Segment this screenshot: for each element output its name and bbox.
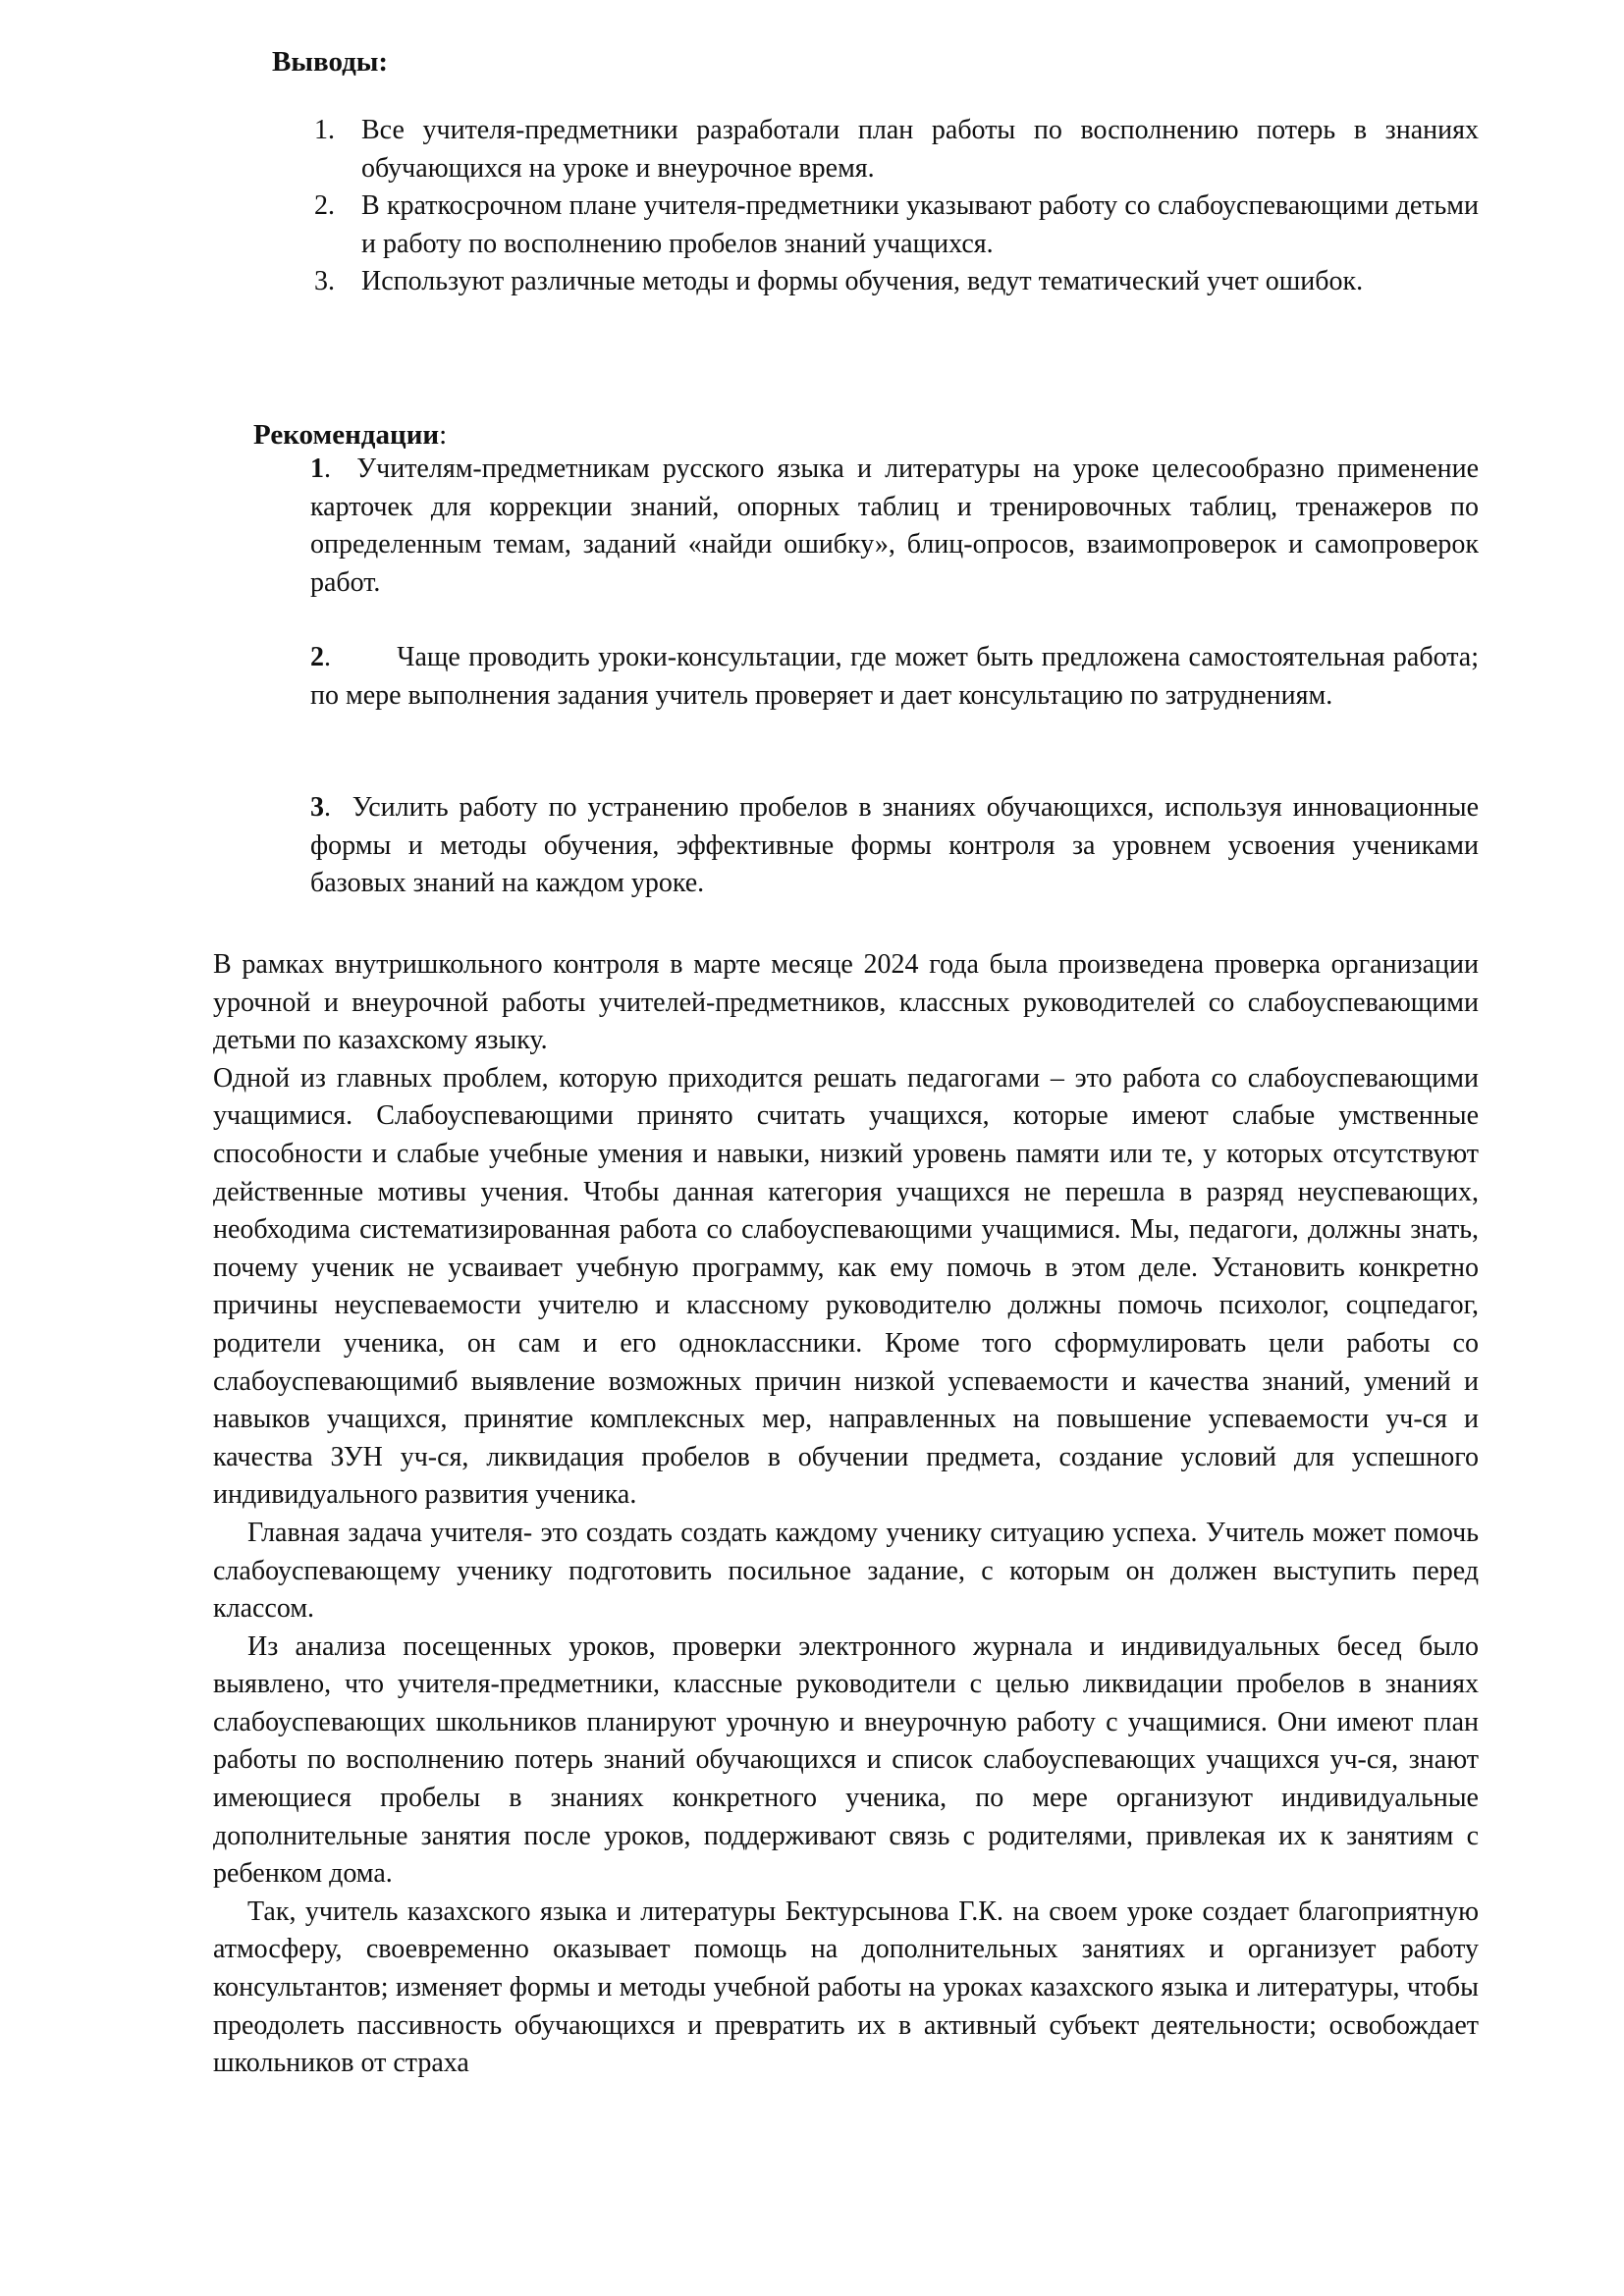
list-item-number: 3. <box>314 266 335 297</box>
paragraph: Из анализа посещенных уроков, проверки электронного журнала и индивидуальных бесед было выявлено, что учителя-предметники, классные руководители с целью ликвидации пробелов в знаниях слабоуспевающих школьников планируют урочную и внеурочную работу с учащимися. Они имеют план работы по восполнению потерь знаний обучающихся и список слабоуспевающих учащихся уч-ся, знают имеющиеся пробелы в знаниях конкретного ученика, по мере организуют индивидуальные дополнительные занятия после уроков, поддерживают связь с родителями, привлекая их к занятиям с ребенком дома. <box>213 1630 1479 1890</box>
recommendation-number: 2 <box>310 642 324 672</box>
paragraph: Так, учитель казахского языка и литературы Бектурсынова Г.К. на своем уроке создает благоприятную атмосферу, своевременно оказывает помощь на дополнительных занятиях и организует работу консультантов; изменяет формы и методы учебной работы на уроках казахского языка и литературы, чтобы преодолеть пассивность обучающихся и превратить их в активный субъект деятельности; освобождает школьников от страха <box>213 1896 1479 2079</box>
paragraph: Главная задача учителя- это создать создать каждому ученику ситуацию успеха. Учитель может помочь слабоуспевающему ученику подготовить посильное задание, с которым он должен выступить перед классом. <box>213 1517 1479 1625</box>
recommendation-item <box>310 789 1479 903</box>
heading-colon: : <box>439 419 448 451</box>
paragraph: Одной из главных проблем, которую приходится решать педагогами – это работа со слабоуспевающими учащимися. Слабоуспевающими принято считать учащихся, которые имеют слабые умственные способности и слабые учебные умения и навыки, низкий уровень памяти или те, у которых отсутствуют действенные мотивы учения. Чтобы данная категория учащихся не перешла в разряд неуспевающих, необходима систематизированная работа со слабоуспевающими учащимися. Мы, педагоги, должны знать, почему ученик не усваивает учебную программу, как ему помочь в этом деле. Установить конкретно причины неуспеваемости учителю и классному руководителю должны помочь психолог, соцпедагог, родители ученика, он сам и его одноклассники. Кроме того сформулировать цели работы со слабоуспевающимиб выявление возможных причин низкой успеваемости и качества знаний, умений и навыков учащихся, принятие комплексных мер, направленных на повышение успеваемости уч-ся и качества ЗУН уч-ся, ликвидация пробелов в обучении предмета, создание условий для успешного индивидуального развития ученика. <box>213 1062 1479 1511</box>
list-item-number: 2. <box>314 190 335 222</box>
recommendation-number: 1 <box>310 454 324 484</box>
list-item <box>314 187 1479 263</box>
conclusions-heading <box>272 43 388 80</box>
recommendation-separator: . <box>324 792 352 823</box>
recommendation-text: Чаще проводить уроки-консультации, где может быть предложена самостоятельная работа; по мере выполнения задания учитель проверяет и дает консультацию по затруднениям. <box>310 642 1480 711</box>
conclusions-heading-text: Выводы: <box>272 46 389 78</box>
list-item-text: В краткосрочном плане учителя-предметники указывают работу со слабоуспевающими детьми и работу по восполнению пробелов знаний учащихся. <box>361 190 1479 259</box>
recommendation-item <box>310 451 1479 602</box>
recommendation-item <box>310 639 1479 715</box>
conclusions-list <box>314 112 1479 301</box>
list-item-text: Используют различные методы и формы обучения, ведут тематический учет ошибок. <box>361 266 1364 297</box>
list-item-text: Все учителя-предметники разработали план работы по восполнению потерь в знаниях обучающихся на уроке и внеурочное время. <box>361 115 1479 184</box>
recommendations-heading-text: Рекомендации <box>253 419 440 451</box>
recommendations-heading <box>253 416 447 454</box>
recommendation-separator: . <box>324 642 398 672</box>
recommendation-number: 3 <box>310 792 324 823</box>
body-text <box>213 946 1479 2083</box>
list-item <box>314 263 1479 301</box>
list-item-number: 1. <box>314 115 335 145</box>
paragraph: В рамках внутришкольного контроля в марте месяце 2024 года была произведена проверка организации урочной и внеурочной работы учителей-предметников, классных руководителей со слабоуспевающими детьми по казахскому языку. <box>213 949 1479 1056</box>
list-item <box>314 112 1479 187</box>
recommendation-text: Усилить работу по устранению пробелов в знаниях обучающихся, используя инновационные формы и методы обучения, эффективные формы контроля за уровнем усвоения учениками базовых знаний на каждом уроке. <box>310 792 1480 899</box>
recommendation-text: Учителям-предметникам русского языка и литературы на уроке целесообразно применение карточек для коррекции знаний, опорных таблиц и тренировочных таблиц, тренажеров по определенным темам, заданий «найди ошибку», блиц-опросов, взаимопроверок и самопроверок работ. <box>310 454 1480 598</box>
recommendation-separator: . <box>324 454 357 484</box>
